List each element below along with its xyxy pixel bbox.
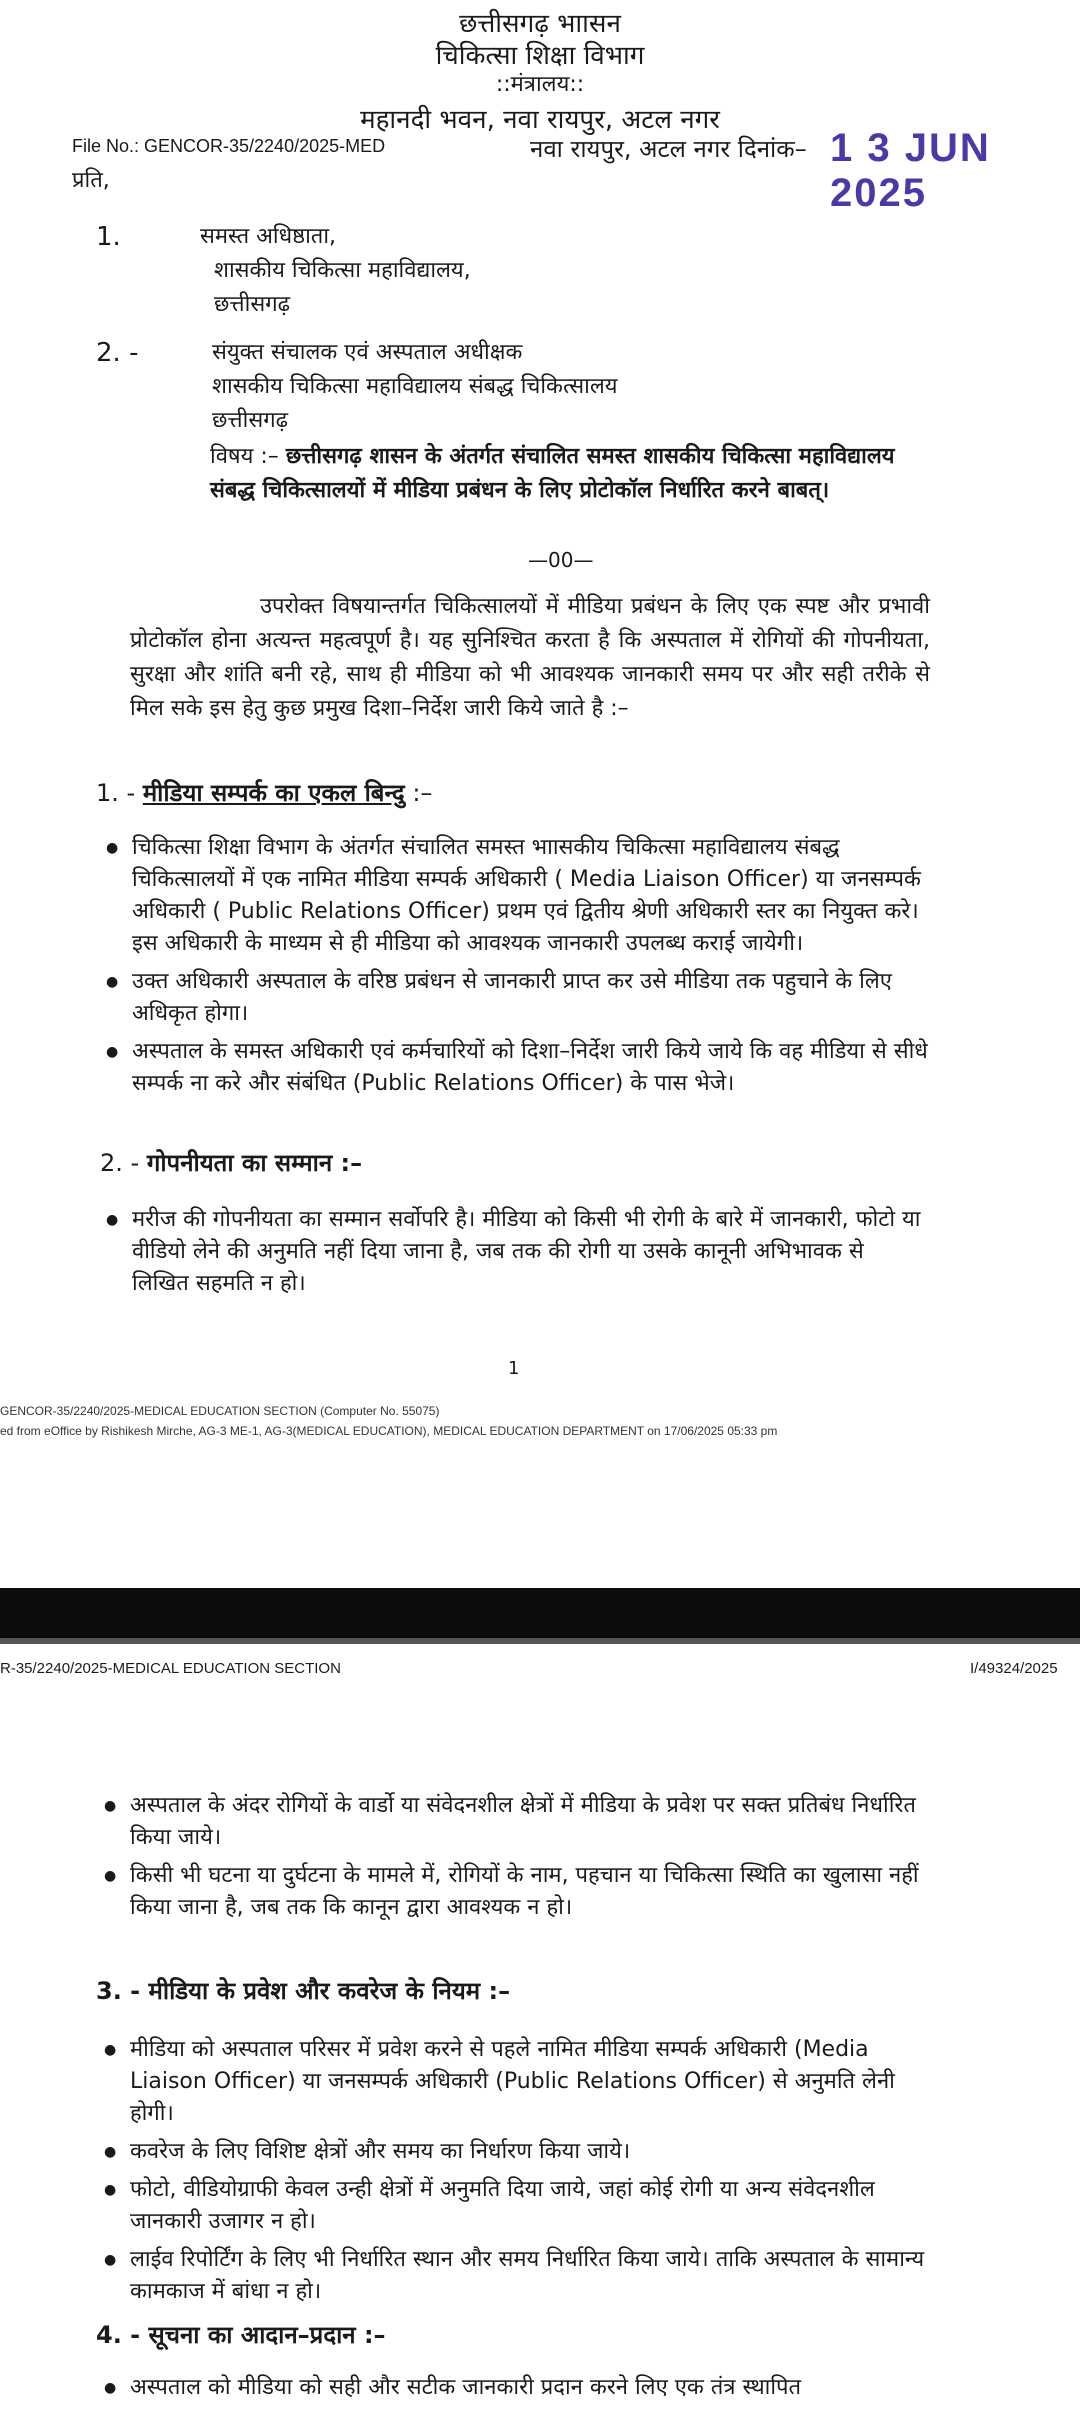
address-line: छत्तीसगढ़ (212, 408, 288, 433)
section-number: 2. - (100, 1149, 140, 1177)
list-item: ● अस्पताल को मीडिया को सही और सटीक जानकारी प्रदान करने लिए एक तंत्र स्थापित (104, 2372, 944, 2404)
section-4-heading (96, 2318, 386, 2351)
page-2-header-left: R-35/2240/2025-MEDICAL EDUCATION SECTION (0, 1660, 341, 1677)
intro-paragraph: उपरोक्त विषयान्तर्गत चिकित्सालयों में मीडिया प्रबंधन के लिए एक स्पष्ट और प्रभावी प्रोटोकॉल होना अत्यन्त महत्वपूर्ण है। यह सुनिश्चित करता है कि अस्पताल में रोगियों की गोपनीयता, सुरक्षा और शांति बनी रहे, साथ ही मीडिया को भी आवश्यक जानकारी समय पर और सही तरीके से मिल सके इस हेतु कुछ प्रमुख दिशा–निर्देश जारी किये जाते है :– (130, 594, 930, 721)
address-line: शासकीय चिकित्सा महाविद्यालय, (214, 258, 471, 283)
section-number: 3. - (96, 1977, 141, 2005)
section-2-list (106, 1204, 926, 1306)
list-item: ● लाईव रिपोर्टिंग के लिए भी निर्धारित स्थान और समय निर्धारित किया जाये। ताकि अस्पताल के सामान्य कामकाज में बांधा न हो। (104, 2244, 944, 2308)
list-item: ● कवरेज के लिए विशिष्ट क्षेत्रों और समय का निर्धारण किया जाये। (104, 2136, 944, 2168)
list-item: ● फोटो, वीडियोग्राफी केवल उन्ही क्षेत्रों में अनुमति दिया जाये, जहां कोई रोगी या अन्य संवेदनशील जानकारी उजागर न हो। (104, 2174, 944, 2238)
address-line: समस्त अधिष्ठाता, (200, 224, 337, 249)
list-item: ● किसी भी घटना या दुर्घटना के मामले में, रोगियों के नाम, पहचान या चिकित्सा स्थिति का खुलासा नहीं किया जाना है, जब तक कि कानून द्वारा आवश्यक न हो। (104, 1860, 944, 1924)
govt-title: छत्तीसगढ़ भाासन (459, 9, 621, 39)
subject-label: विषय :– (210, 444, 279, 469)
section-2-continued-list (104, 1790, 944, 1930)
list-item: ● चिकित्सा शिक्षा विभाग के अंतर्गत संचालित समस्त भाासकीय चिकित्सा महाविद्यालय संबद्ध चिकित्सालयों में एक नामित मीडिया सम्पर्क अधिकारी ( Media Liaison Officer) या जनसम्पर्क अधिकारी ( Public Relations Officer) प्रथम एवं द्वितीय श्रेणी अधिकारी स्तर का नियुक्त करे। इस अधिकारी के माध्यम से ही मीडिया को आवश्यक जानकारी उपलब्ध कराई जायेगी। (106, 832, 946, 960)
list-item: ● मीडिया को अस्पताल परिसर में प्रवेश करने से पहले नामित मीडिया सम्पर्क अधिकारी (Media Liaison Officer) या जनसम्पर्क अधिकारी (Public Relations Officer) से अनुमति लेनी होगी। (104, 2034, 944, 2130)
subject-text: छत्तीसगढ़ शासन के अंतर्गत संचालित समस्त शासकीय चिकित्सा महाविद्यालय संबद्ध चिकित्सालयों में मीडिया प्रबंधन के लिए प्रोटोकॉल निर्धारित करने बाबत्। (210, 444, 895, 503)
section-suffix: :– (412, 779, 433, 807)
section-1-list (106, 832, 946, 1106)
ministry-title: ::मंत्रालय:: (495, 72, 585, 97)
recipient-2-address (212, 336, 618, 438)
list-item: ● मरीज की गोपनीयता का सम्मान सर्वोपरि है। मीडिया को किसी भी रोगी के बारे में जानकारी, फोटो या वीडियो लेने की अनुमति नहीं दिया जाना है, जब तक की रोगी या उसके कानूनी अभिभावक से लिखित सहमति न हो। (106, 1204, 926, 1300)
section-title: मीडिया सम्पर्क का एकल बिन्दु (142, 779, 405, 807)
section-title: मीडिया के प्रवेश और कवरेज के नियम :– (148, 1977, 511, 2005)
section-3-heading (96, 1974, 510, 2007)
office-address: महानदी भवन, नवा रायपुर, अटल नगर (360, 105, 720, 135)
date-stamp: 1 3 JUN 2025 (830, 126, 991, 215)
list-item: ● उक्त अधिकारी अस्पताल के वरिष्ठ प्रबंधन से जानकारी प्राप्त कर उसे मीडिया तक पहुचाने के लिए अधिकृत होगा। (106, 966, 946, 1030)
address-line: संयुक्त संचालक एवं अस्पताल अधीक्षक (212, 340, 523, 365)
separator: —00— (528, 548, 594, 572)
footer-line-1: GENCOR-35/2240/2025-MEDICAL EDUCATION SECTION (Computer No. 55075) (0, 1404, 440, 1418)
department-title: चिकित्सा शिक्षा विभाग (435, 41, 645, 71)
recipient-1-address (200, 220, 471, 322)
page-2-header-right: I/49324/2025 (970, 1660, 1058, 1677)
file-number: File No.: GENCOR-35/2240/2025-MED (72, 136, 386, 156)
list-item: ● अस्पताल के अंदर रोगियों के वार्डो या संवेदनशील क्षेत्रों में मीडिया के प्रवेश पर सक्त प्रतिबंध निर्धारित किया जाये। (104, 1790, 944, 1854)
subject-block (210, 440, 910, 508)
page-divider (0, 1588, 1080, 1638)
section-number: 1. - (96, 779, 136, 807)
section-3-list (104, 2034, 944, 2314)
recipient-1-number: 1. (96, 222, 121, 252)
salutation-to: प्रति, (72, 168, 110, 193)
address-line: छत्तीसगढ़ (214, 292, 290, 317)
section-1-heading (96, 776, 432, 809)
date-label: नवा रायपुर, अटल नगर दिनांक– (530, 135, 807, 163)
page-number: 1 (508, 1358, 520, 1379)
address-line: शासकीय चिकित्सा महाविद्यालय संबद्ध चिकित्सालय (212, 374, 618, 399)
section-title: सूचना का आदान–प्रदान :– (148, 2321, 386, 2349)
section-title: गोपनीयता का सम्मान :– (146, 1149, 363, 1177)
section-2-heading (100, 1146, 362, 1179)
recipient-2-number: 2. - (96, 338, 139, 368)
page-divider-shadow (0, 1638, 1080, 1644)
section-4-list (104, 2372, 944, 2410)
list-item: ● अस्पताल के समस्त अधिकारी एवं कर्मचारियों को दिशा–निर्देश जारी किये जाये कि वह मीडिया से सीधे सम्पर्क ना करे और संबंधित (Public Relations Officer) के पास भेजे। (106, 1036, 946, 1100)
section-number: 4. - (96, 2321, 141, 2349)
footer-line-2: ed from eOffice by Rishikesh Mirche, AG-3 ME-1, AG-3(MEDICAL EDUCATION), MEDICAL EDUCATION DEPARTMENT on 17/06/2025 05:33 pm (0, 1424, 778, 1438)
